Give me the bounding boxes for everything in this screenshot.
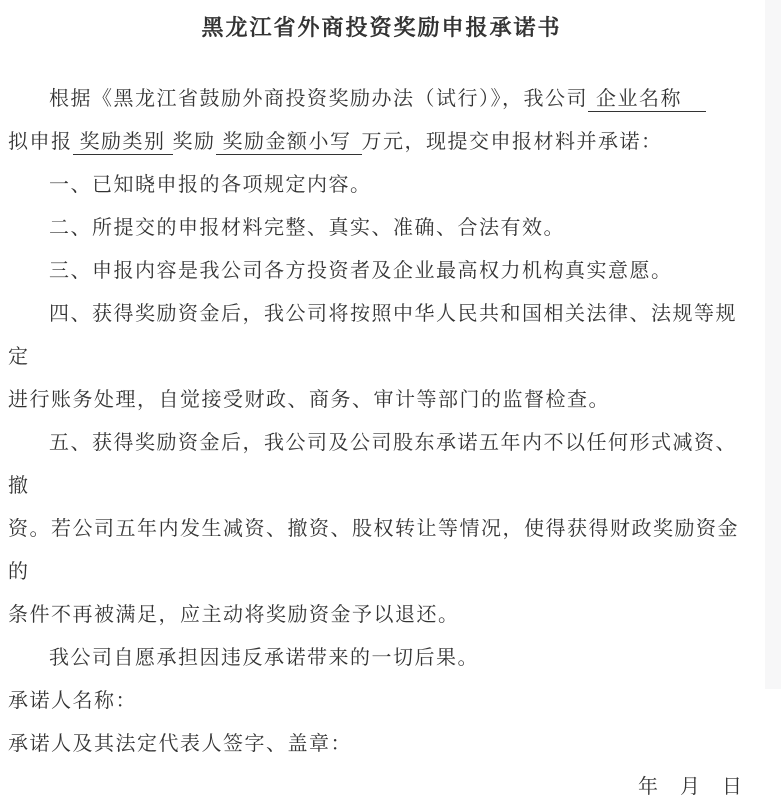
date-placeholder: 年 月 日 [638, 776, 743, 798]
commitment-item-3: 三、申报内容是我公司各方投资者及企业最高权力机构真实意愿。 [49, 260, 673, 282]
promisor-name-label: 承诺人名称： [8, 690, 137, 712]
intro-line-2-text-a: 拟申报 [8, 131, 73, 153]
intro-line-2 [8, 121, 755, 164]
commitment-item-4-line-1: 四、获得奖励资金后，我公司将按照中华人民共和国相关法律、法规等规定 [8, 303, 737, 368]
doc-page [8, 12, 755, 809]
closing-paragraph: 我公司自愿承担因违反承诺带来的一切后果。 [49, 647, 479, 669]
commitment-item-2: 二、所提交的申报材料完整、真实、准确、合法有效。 [49, 217, 565, 239]
reward-amount-blank: 奖励金额小写 [216, 131, 362, 155]
promisor-signature-label: 承诺人及其法定代表人签字、盖章： [8, 733, 352, 755]
commitment-item-5-line-3: 条件不再被满足，应主动将奖励资金予以退还。 [8, 604, 460, 626]
commitment-item-4-line-2: 进行账务处理，自觉接受财政、商务、审计等部门的监督检查。 [8, 389, 610, 411]
reward-type-blank: 奖励类别 [73, 131, 173, 155]
company-name-blank: 企业名称 [588, 88, 706, 112]
right-gutter [765, 0, 781, 689]
intro-line-2-text-b: 奖励 [172, 131, 216, 153]
intro-line-2-text-c: 万元，现提交申报材料并承诺： [361, 131, 663, 153]
commitment-item-5-line-1: 五、获得奖励资金后，我公司及公司股东承诺五年内不以任何形式减资、撤 [8, 432, 737, 497]
intro-line-1 [8, 78, 755, 121]
page-title: 黑龙江省外商投资奖励申报承诺书 [201, 15, 562, 40]
commitment-item-1: 一、已知晓申报的各项规定内容。 [49, 174, 372, 196]
commitment-item-4 [8, 293, 755, 422]
intro-line-1-text: 根据《黑龙江省鼓励外商投资奖励办法（试行）》，我公司 [49, 88, 588, 110]
commitment-item-5 [8, 422, 755, 637]
commitment-item-5-line-2: 资。若公司五年内发生减资、撤资、股权转让等情况，使得获得财政奖励资金的 [8, 518, 739, 583]
